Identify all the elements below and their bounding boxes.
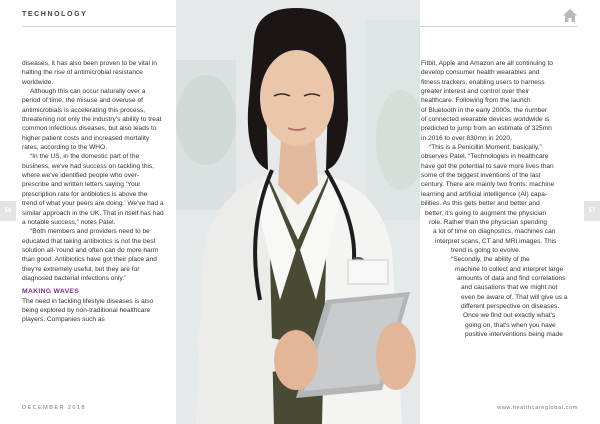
left-paragraph-3: “In the US, in the domestic part of the business, we've had success on tackling this, where we've identified people who over-prescribe and written letters saying ‘Your prescription rate for antibiotics is above the trend of what your peers are doing.’ We've had a similar approach in the UK. That in itself has had a notable success,” notes Patel. xyxy=(22,153,164,226)
section-title: TECHNOLOGY xyxy=(22,11,88,18)
page-number-left: 56 xyxy=(0,201,16,221)
right-line: even be aware of. That will give us a xyxy=(461,293,568,301)
right-line: of connected wearable devices worldwide is xyxy=(421,116,550,124)
right-line: observes Patel. “Technologies in healthcare xyxy=(421,153,549,161)
right-line: Fitbit, Apple and Amazon are all continuing to xyxy=(421,60,553,67)
right-line: “This is a Penicillin Moment, basically,” xyxy=(429,144,542,152)
right-line: trend is going to evolve. xyxy=(451,246,521,254)
footer-url[interactable]: www.healthcareglobal.com xyxy=(497,405,578,411)
right-line: “Secondly, the ability of the xyxy=(451,256,530,264)
left-paragraph-5: The need in tackling lifestyle diseases is also being explored by non-traditional healthcare players. Companies such as xyxy=(22,297,154,324)
subheading: MAKING WAVES xyxy=(22,288,80,296)
right-line: have got the potential to save more lives than xyxy=(421,162,554,170)
right-line: learning and artificial intelligence (AI) capa- xyxy=(421,190,548,198)
right-line: positive interventions being made xyxy=(465,330,563,338)
right-line: amounts of data and find correlations xyxy=(457,274,566,282)
right-column xyxy=(421,59,581,339)
right-line: and causations that we might not xyxy=(461,284,558,292)
right-line: role. Rather than the physician spending xyxy=(429,218,548,226)
right-line: Once we find out exactly what's xyxy=(463,312,556,320)
home-icon[interactable] xyxy=(562,8,578,23)
right-line: going on, that's when you have xyxy=(465,321,556,329)
doctor-illustration xyxy=(176,0,420,424)
right-line: interpret scans, CT and MRI images. This xyxy=(435,237,557,245)
doctor-photo xyxy=(176,0,420,424)
right-line: greater interest and control over their xyxy=(421,88,530,96)
left-paragraph-4: “Both members and providers need to be educated that taking antibiotics is not the best solution all-’round and often can do more harm than good. Antibiotics have got their place and they're extremely useful, but they are for diagnosed bacterial infections only.” xyxy=(22,228,159,282)
right-line: of Bluetooth in the early 2000s, the number xyxy=(421,106,548,114)
right-line: some of the biggest inventions of the last xyxy=(421,172,541,180)
left-paragraph-2: Although this can occur naturally over a period of time, the misuse and overuse of antimicrobials is accelerating this process, threatening not only the industry's ability to treat common infectious diseases, but also leads to higher patient costs and increased mortality rates, according to the WHO. xyxy=(22,88,162,152)
right-line: a lot of time on diagnostics, machines can xyxy=(433,228,556,236)
page-number-right: 57 xyxy=(584,201,600,221)
right-line: century. There are mainly two fronts: machine xyxy=(421,181,555,189)
left-column xyxy=(22,59,164,325)
right-line: better, it's going to augment the physician xyxy=(425,209,547,217)
right-line: predicted to jump from an estimate of 325mn xyxy=(421,125,552,133)
left-paragraph-1: diseases, it has also been proven to be vital in halting the rise of antimicrobial resistance worldwide. xyxy=(22,60,157,86)
right-line: bilities. As this gets better and better and xyxy=(421,200,540,208)
right-line: develop consumer health wearables and xyxy=(421,69,540,77)
right-line: in 2016 to over 830mn in 2020. xyxy=(421,134,512,142)
footer-date: DECEMBER 2018 xyxy=(22,405,86,411)
right-line: fitness trackers, enabling users to harness xyxy=(421,78,545,86)
right-line: healthcare. Following from the launch xyxy=(421,97,531,105)
right-line: different perspective on diseases. xyxy=(461,302,560,310)
right-line: machine to collect and interpret large xyxy=(455,265,564,273)
